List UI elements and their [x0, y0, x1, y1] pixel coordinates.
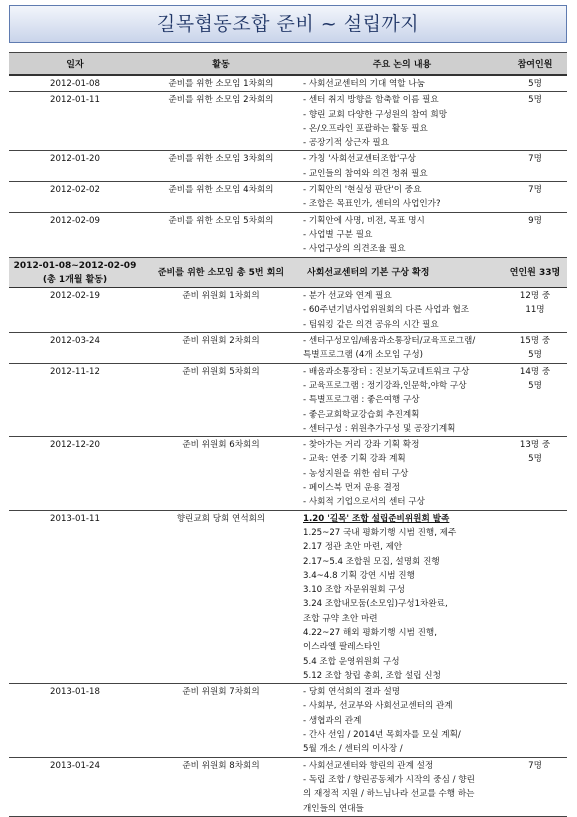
- topics-cell-line: - 향린 교회 다양한 구성원의 참여 희망: [303, 109, 448, 120]
- count-cell: [503, 757, 567, 816]
- topics-cell-line: 3.10 조합 자문위원회 구성: [303, 585, 406, 596]
- topics-cell-line: - 온/오프라인 포괄하는 활동 필요: [303, 123, 428, 134]
- header-activity: 활동: [141, 53, 301, 76]
- topics-cell: [301, 75, 503, 92]
- header-row: [9, 53, 567, 76]
- topics-cell-line: 2.17 정관 초안 마련, 제안: [303, 542, 403, 553]
- count-cell-line: 연인원 33명: [509, 267, 561, 278]
- topics-cell-line: - 교육프로그램 : 정기강좌,인문학,야학 구상: [303, 380, 467, 391]
- count-cell: [503, 151, 567, 182]
- topics-cell-line: 의 재정적 지원 / 하느님나라 선교를 수행 하는: [303, 789, 475, 800]
- topics-cell: [301, 257, 503, 288]
- date-cell-line: 2012-02-09: [50, 215, 100, 226]
- table-row: [9, 510, 567, 684]
- date-cell: [9, 151, 141, 182]
- topics-cell-line: - 당회 연석회의 결과 설명: [303, 687, 401, 698]
- date-cell: [9, 92, 141, 151]
- date-cell: [9, 757, 141, 816]
- activity-cell: 준비를 위한 소모임 5차회의: [141, 212, 301, 257]
- count-cell: [503, 333, 567, 364]
- table-row: [9, 684, 567, 757]
- topics-cell-line: 1.20 '길목' 조합 설립준비위원회 발족: [303, 513, 450, 524]
- count-cell-line: 7명: [528, 154, 542, 165]
- table-row: [9, 182, 567, 213]
- count-cell: [503, 510, 567, 684]
- topics-cell-line: - 사회선교센터의 기대 역할 나눔: [303, 79, 425, 89]
- count-cell: [503, 182, 567, 213]
- topics-cell-line: 5.4 조합 운영위원회 구성: [303, 656, 400, 667]
- table-row: [9, 151, 567, 182]
- topics-cell: [301, 92, 503, 151]
- topics-cell-line: 사회선교센터의 기본 구상 확정: [307, 267, 430, 278]
- table-row: [9, 92, 567, 151]
- count-cell-line: 9명: [528, 215, 542, 226]
- topics-cell-line: - 분가 선교와 연계 필요: [303, 291, 392, 302]
- count-cell-line: 13명 중: [519, 440, 551, 451]
- table-row: [9, 288, 567, 333]
- page-title: 길목협동조합 준비 ~ 설립까지: [156, 13, 420, 35]
- topics-cell-line: - 사회부, 선교부와 사회선교센터의 관계: [303, 701, 453, 712]
- topics-cell-line: 3.4~4.8 기획 강연 시범 진행: [303, 570, 415, 581]
- topics-cell: [301, 212, 503, 257]
- count-cell-line: 5명: [528, 380, 542, 391]
- topics-cell: [301, 510, 503, 684]
- date-cell-line: 2012-01-08~2012-02-09: [13, 260, 137, 271]
- topics-cell-line: - 간사 선임 / 2014년 목회자를 모실 계획/: [303, 730, 461, 741]
- activity-cell: 준비 위원회 7차회의: [141, 684, 301, 757]
- date-cell-line: 2012-01-11: [50, 95, 100, 106]
- table-row: [9, 333, 567, 364]
- activity-cell: 준비 위원회 1차회의: [141, 288, 301, 333]
- date-cell: [9, 182, 141, 213]
- table-body: [9, 75, 567, 816]
- header-date: 일자: [9, 53, 141, 76]
- date-cell: [9, 75, 141, 92]
- count-cell-line: 5명: [528, 350, 542, 361]
- table-row: [9, 212, 567, 257]
- date-cell: [9, 257, 141, 288]
- topics-cell-line: - 사회선교센터와 향린의 관계 설정: [303, 760, 434, 771]
- count-cell-line: 5명: [528, 454, 542, 465]
- topics-cell: [301, 684, 503, 757]
- title-banner: [9, 5, 567, 43]
- topics-cell-line: 개인들의 연대들: [303, 803, 364, 814]
- count-cell-line: 5명: [528, 95, 542, 106]
- topics-cell-line: - 60주년기념사업위원회의 다른 사업과 협조: [303, 305, 470, 316]
- topics-cell-line: - 기획안의 '현실성 판단'이 중요: [303, 185, 422, 196]
- date-cell: [9, 212, 141, 257]
- topics-cell-line: 1.25~27 국내 평화기행 시범 진행, 제주: [303, 527, 457, 538]
- date-cell-line: 2012-01-20: [50, 154, 100, 165]
- topics-cell: [301, 288, 503, 333]
- date-cell-line: 2012-02-02: [50, 185, 100, 196]
- date-cell: [9, 333, 141, 364]
- date-cell-line: 2012-12-20: [50, 440, 100, 451]
- topics-cell: [301, 333, 503, 364]
- topics-cell-line: - 특별프로그램 : 좋은여행 구상: [303, 395, 420, 406]
- topics-cell-line: 5.12 조합 창립 총회, 조합 설립 신청: [303, 670, 441, 681]
- topics-cell-line: - 센터구성 : 위원추가구성 및 공장기계획: [303, 423, 456, 434]
- activity-cell: 준비 위원회 6차회의: [141, 437, 301, 510]
- activity-cell: 준비를 위한 소모임 2차회의: [141, 92, 301, 151]
- date-cell: [9, 684, 141, 757]
- topics-cell-line: 5월 개소 / 센터의 이사장 /: [303, 744, 403, 755]
- topics-cell-line: - 센터구성모임/배움과소통장터/교육프로그램/: [303, 336, 476, 347]
- topics-cell-line: - 기획안에 사명, 비전, 목표 명시: [303, 215, 425, 226]
- activity-cell: 준비를 위한 소모임 1차회의: [141, 75, 301, 92]
- date-cell-line: 2012-03-24: [50, 336, 100, 347]
- topics-cell: [301, 182, 503, 213]
- count-cell: [503, 257, 567, 288]
- summary-row: [9, 257, 567, 288]
- count-cell-line: 15명 중: [519, 336, 551, 347]
- topics-cell-line: 2.17~5.4 조합원 모집, 설명회 진행: [303, 556, 440, 567]
- date-cell-line: 2012-02-19: [50, 291, 100, 302]
- topics-cell-line: - 가칭 '사회선교센터조합'구상: [303, 154, 416, 165]
- topics-cell-line: - 배움과소통장터 : 진보기독교네트워크 구상: [303, 366, 470, 377]
- date-cell-line: 2012-11-12: [50, 366, 100, 377]
- activity-cell: 준비 위원회 8차회의: [141, 757, 301, 816]
- activity-cell: 준비를 위한 소모임 4차회의: [141, 182, 301, 213]
- topics-cell-line: 이스라엘 팔레스타인: [303, 642, 381, 653]
- topics-cell-line: - 사회적 기업으로서의 센터 구상: [303, 497, 425, 508]
- count-cell: [503, 75, 567, 92]
- date-cell: [9, 437, 141, 510]
- table-row: [9, 437, 567, 510]
- topics-cell-line: - 팀워킹 같은 의견 공유의 시간 필요: [303, 319, 439, 330]
- count-cell: [503, 92, 567, 151]
- topics-cell-line: - 페이스북 먼저 운용 결정: [303, 483, 401, 494]
- topics-cell-line: - 사업구상의 의견조율 필요: [303, 244, 406, 255]
- topics-cell-line: - 교육: 연중 기획 강좌 계획: [303, 454, 406, 465]
- topics-cell-line: 4.22~27 해외 평화기행 시범 진행,: [303, 627, 437, 638]
- activity-cell: 향린교회 당회 연석회의: [141, 510, 301, 684]
- topics-cell-line: - 농성지원을 위한 쉼터 구상: [303, 468, 409, 479]
- topics-cell-line: - 센터 취지 방향을 함축할 이름 필요: [303, 95, 439, 106]
- topics-cell-line: - 찾아가는 거리 강좌 기획 확정: [303, 440, 420, 451]
- topics-cell-line: - 독립 조합 / 향린공동체가 시작의 중심 / 향린: [303, 774, 475, 785]
- topics-cell-line: - 생협과의 관계: [303, 715, 362, 726]
- count-cell: [503, 684, 567, 757]
- count-cell-line: 12명 중: [519, 291, 551, 302]
- topics-cell-line: 특별프로그램 (4개 소모임 구성): [303, 350, 423, 361]
- topics-cell-line: - 조합은 목표인가, 센터의 사업인가?: [303, 199, 441, 210]
- header-count: 참여인원: [503, 53, 567, 76]
- date-cell-line: 2013-01-11: [50, 513, 100, 524]
- date-cell-line: 2013-01-24: [50, 760, 100, 771]
- topics-cell: [301, 151, 503, 182]
- topics-cell: [301, 437, 503, 510]
- date-cell-line: 2013-01-18: [50, 687, 100, 698]
- topics-cell: [301, 757, 503, 816]
- topics-cell-line: 조합 규약 초안 마련: [303, 613, 378, 624]
- topics-cell-line: 3.24 조합내모둠(소모임)구성1차완료,: [303, 599, 448, 610]
- count-cell: [503, 363, 567, 436]
- topics-cell: [301, 363, 503, 436]
- count-cell-line: 7명: [528, 185, 542, 196]
- history-table: [9, 52, 567, 817]
- table-row: [9, 757, 567, 816]
- activity-cell: 준비를 위한 소모임 총 5번 회의: [141, 257, 301, 288]
- table-row: [9, 75, 567, 92]
- topics-cell-line: - 좋은교회학교강습회 추진계획: [303, 409, 420, 420]
- date-cell: [9, 363, 141, 436]
- activity-cell: 준비 위원회 2차회의: [141, 333, 301, 364]
- count-cell-line: 14명 중: [519, 366, 551, 377]
- table-row: [9, 363, 567, 436]
- count-cell-line: 11명: [525, 305, 545, 316]
- count-cell-line: 5명: [528, 79, 542, 89]
- date-cell: [9, 510, 141, 684]
- activity-cell: 준비 위원회 5차회의: [141, 363, 301, 436]
- header-topics: 주요 논의 내용: [301, 53, 503, 76]
- count-cell: [503, 212, 567, 257]
- count-cell: [503, 288, 567, 333]
- date-cell-line: 2012-01-08: [50, 79, 100, 89]
- topics-cell-line: - 교인들의 참여와 의견 청취 필요: [303, 168, 428, 179]
- date-cell: [9, 288, 141, 333]
- topics-cell-line: - 사업별 구분 필요: [303, 229, 373, 240]
- date-cell-line: (총 1개월 활동): [42, 274, 108, 285]
- count-cell-line: 7명: [528, 760, 542, 771]
- topics-cell-line: - 공장기적 상근자 필요: [303, 138, 390, 149]
- count-cell: [503, 437, 567, 510]
- activity-cell: 준비를 위한 소모임 3차회의: [141, 151, 301, 182]
